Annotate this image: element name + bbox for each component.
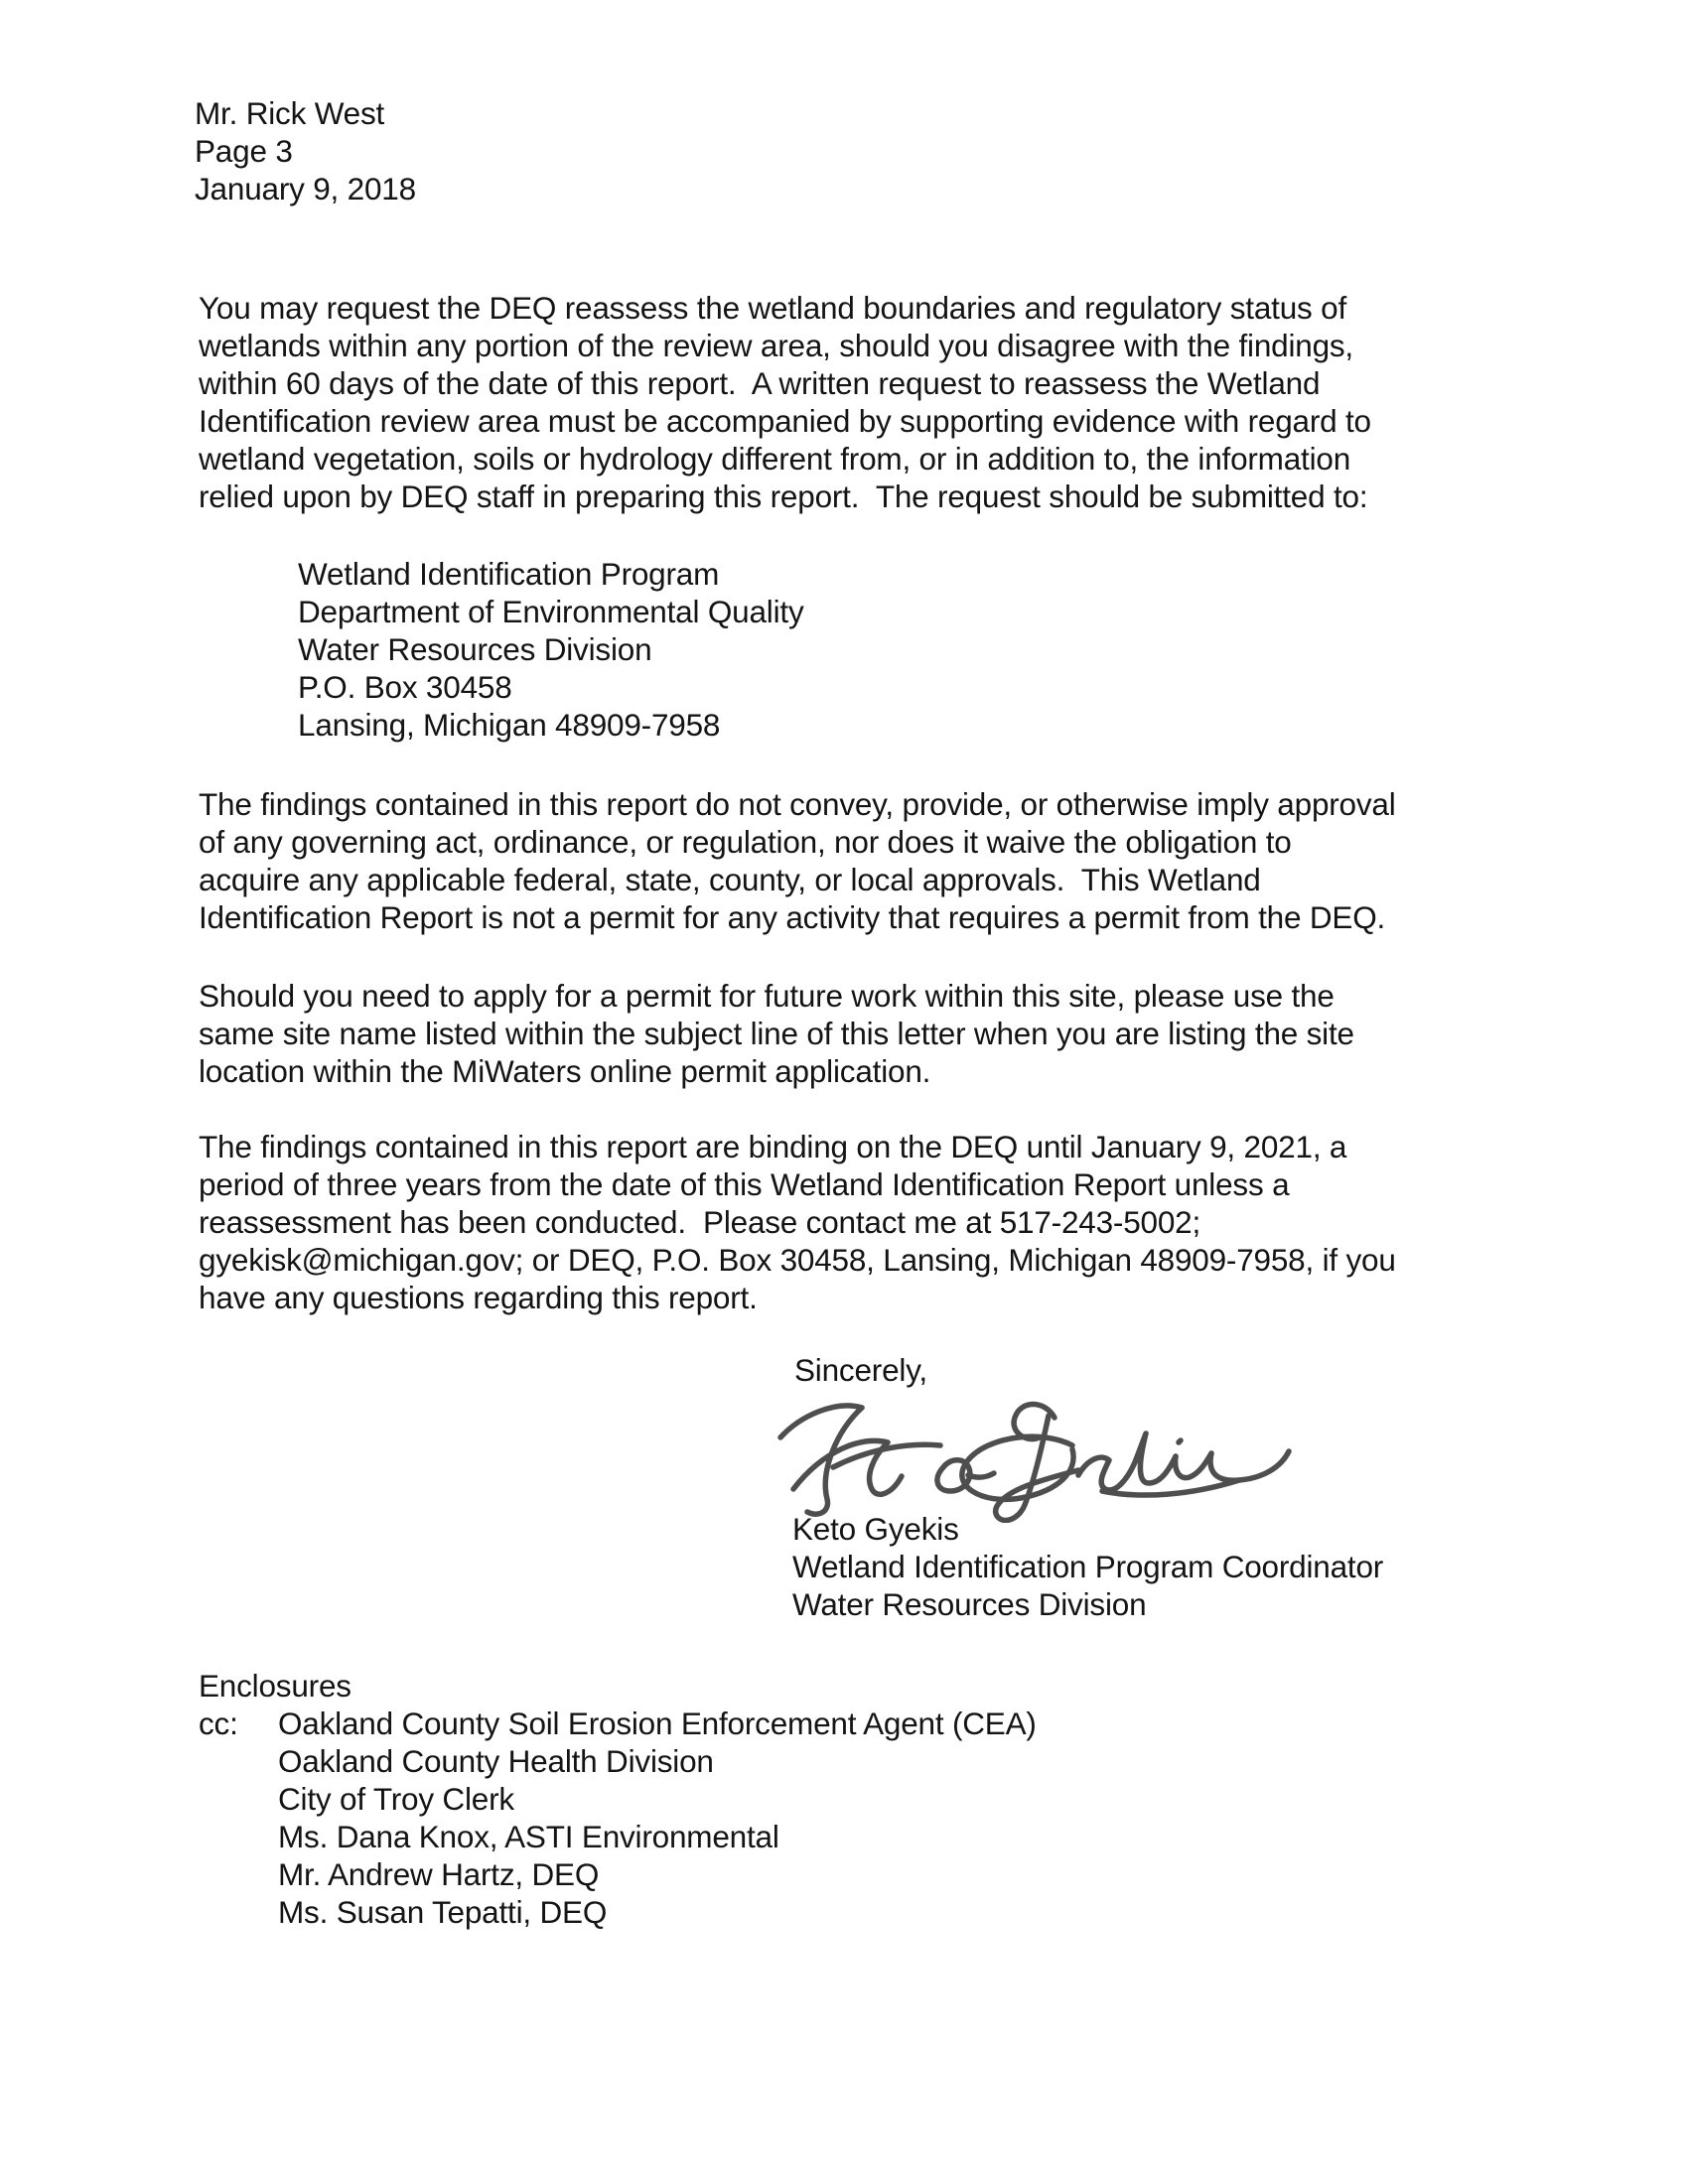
cc-list [278, 1705, 1037, 1931]
text-line: Ms. Dana Knox, ASTI Environmental [278, 1819, 779, 1854]
letter-date: January 9, 2018 [195, 171, 416, 206]
text-line: Mr. Andrew Hartz, DEQ [278, 1856, 600, 1892]
text-line: P.O. Box 30458 [298, 669, 512, 705]
text-line: Oakland County Soil Erosion Enforcement Agent (CEA) [278, 1706, 1037, 1741]
signature [774, 1388, 1301, 1523]
sender-division: Water Resources Division [792, 1586, 1147, 1622]
text-line: Lansing, Michigan 48909-7958 [298, 707, 721, 743]
paragraph-reassessment-request [199, 289, 1371, 515]
paragraph-permit-note [199, 977, 1354, 1090]
salutation: Sincerely, [794, 1352, 927, 1388]
text-line: Department of Environmental Quality [298, 594, 804, 629]
text-line: Wetland Identification Program [298, 556, 720, 592]
recipient-name: Mr. Rick West [195, 95, 385, 131]
text-line: You may request the DEQ reassess the wetland boundaries and regulatory status of [199, 290, 1347, 326]
cc-block [199, 1705, 1037, 1931]
text-line: City of Troy Clerk [278, 1781, 514, 1817]
text-line: wetland vegetation, soils or hydrology different from, or in addition to, the information [199, 441, 1351, 477]
typed-signature-block [792, 1510, 1383, 1623]
text-line: of any governing act, ordinance, or regulation, nor does it waive the obligation to [199, 824, 1292, 860]
text-line: Identification review area must be accompanied by supporting evidence with regard to [199, 403, 1371, 439]
sender-name: Keto Gyekis [792, 1511, 959, 1547]
text-line: Water Resources Division [298, 631, 652, 667]
text-line: acquire any applicable federal, state, county, or local approvals. This Wetland [199, 862, 1261, 897]
letter-header [195, 94, 416, 207]
signature-strokes [780, 1405, 1289, 1521]
text-line: location within the MiWaters online permit application. [199, 1053, 931, 1089]
paragraph-findings-disclaimer [199, 785, 1396, 936]
address-block [298, 555, 804, 744]
text-line: same site name listed within the subject line of this letter when you are listing the site [199, 1016, 1354, 1051]
text-line: wetlands within any portion of the review area, should you disagree with the findings, [199, 328, 1353, 363]
text-line: The findings contained in this report are binding on the DEQ until January 9, 2021, a [199, 1129, 1347, 1164]
paragraph-binding-contact [199, 1128, 1396, 1316]
cc-label: cc: [199, 1706, 238, 1741]
enclosures-label: Enclosures [199, 1668, 352, 1704]
text-line: reassessment has been conducted. Please contact me at 517-243-5002; [199, 1204, 1201, 1240]
text-line: period of three years from the date of this Wetland Identification Report unless a [199, 1166, 1290, 1202]
text-line: Should you need to apply for a permit for future work within this site, please use the [199, 978, 1335, 1014]
text-line: relied upon by DEQ staff in preparing this report. The request should be submitted to: [199, 478, 1368, 514]
page-number: Page 3 [195, 133, 293, 169]
text-line: Oakland County Health Division [278, 1743, 714, 1779]
text-line: within 60 days of the date of this report. A written request to reassess the Wetland [199, 365, 1321, 401]
signature-image [774, 1388, 1301, 1523]
text-line: Ms. Susan Tepatti, DEQ [278, 1894, 608, 1930]
text-line: gyekisk@michigan.gov; or DEQ, P.O. Box 30458, Lansing, Michigan 48909-7958, if you [199, 1242, 1396, 1278]
text-line: have any questions regarding this report. [199, 1280, 758, 1315]
text-line: Identification Report is not a permit for any activity that requires a permit from the DEQ. [199, 899, 1386, 935]
sender-title: Wetland Identification Program Coordinator [792, 1549, 1384, 1584]
text-line: The findings contained in this report do not convey, provide, or otherwise imply approval [199, 786, 1396, 822]
